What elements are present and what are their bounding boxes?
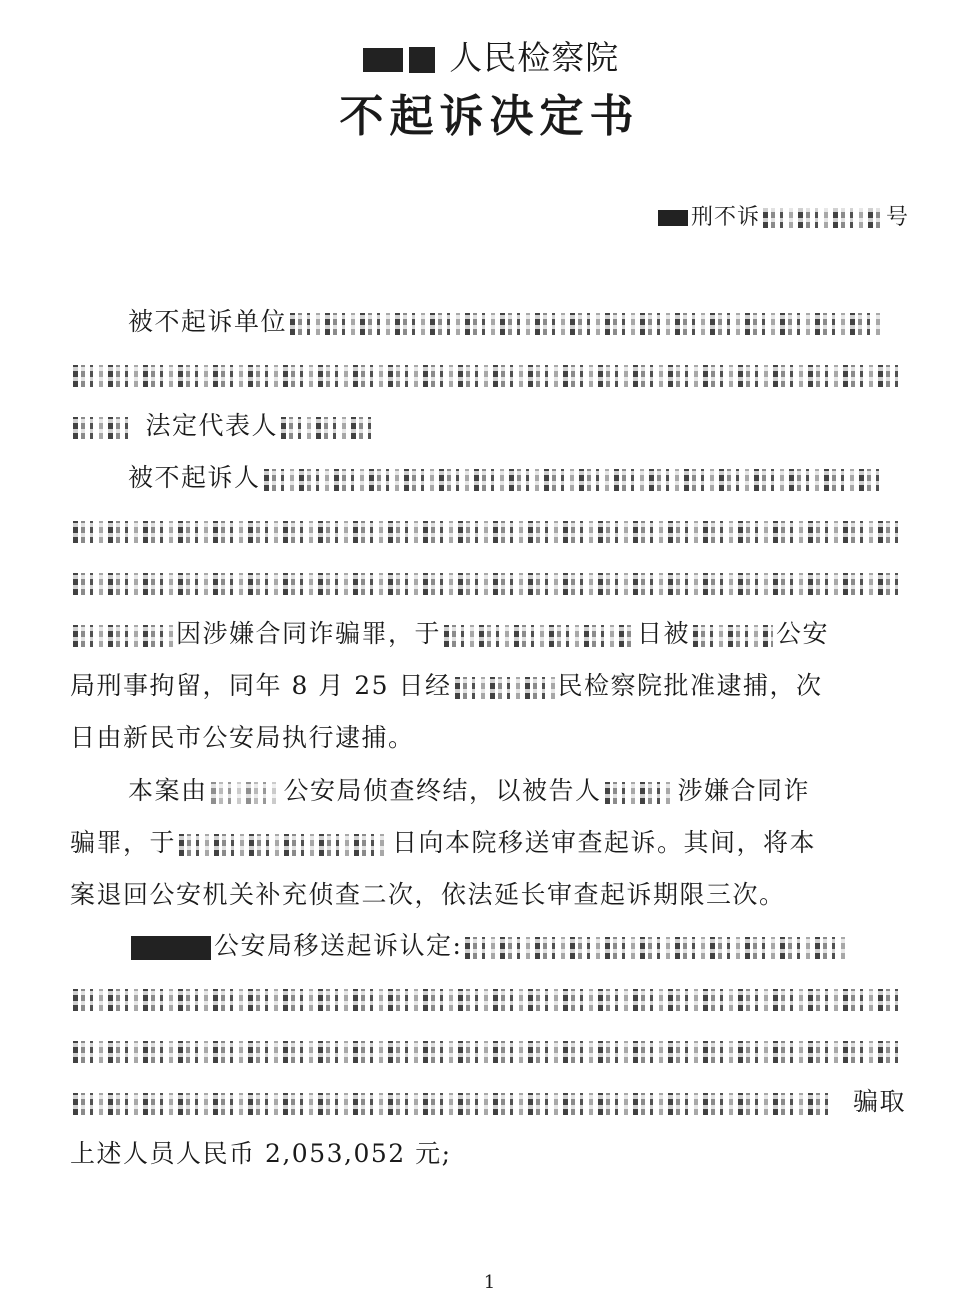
redacted-region	[73, 365, 903, 387]
redacted-region	[73, 417, 133, 439]
redacted-region	[465, 937, 845, 959]
paragraph-unit: 被不起诉单位 法定代表人	[70, 296, 906, 452]
document-title: 不起诉决定书	[339, 91, 640, 142]
redacted-region	[73, 625, 173, 647]
redacted-region	[281, 417, 373, 439]
paragraph-case: 本案由 公安局侦查终结，以被告人 涉嫌合同诈 骗罪，于 日向本院移送审查起诉。其间，将本 案退回公安机关补充侦查二次，依法延长审查起诉期限三次。	[70, 776, 817, 909]
redacted-region	[290, 313, 880, 335]
redacted-region	[605, 782, 675, 804]
redacted-region	[763, 208, 883, 228]
redacted-region	[211, 782, 281, 804]
procuratorate-name: 人民检察院	[0, 32, 979, 79]
redacted-region	[131, 936, 211, 960]
redacted-region	[693, 625, 773, 647]
redacted-region	[409, 47, 435, 73]
redacted-region	[73, 989, 903, 1011]
redacted-region	[455, 677, 555, 699]
paragraph-person: 被不起诉人 因涉嫌合同诈骗罪，于 日被 公安 局刑事拘留，同年 8 月 25 日经 民检察院批准逮捕，次 日由新民市公安局执行逮捕。	[70, 452, 906, 764]
redacted-region	[73, 521, 903, 543]
page-number: 1	[483, 1272, 496, 1293]
redacted-region	[264, 469, 884, 491]
document-number: 刑不诉 号	[655, 200, 909, 231]
paragraph-finding: 公安局移送起诉认定: 骗取 上述人员人民币 2,053,052 元;	[70, 931, 906, 1168]
redacted-region	[73, 1041, 903, 1063]
redacted-region	[179, 834, 389, 856]
redacted-region	[73, 1093, 828, 1115]
redacted-region	[73, 573, 903, 595]
redacted-region	[363, 48, 403, 72]
redacted-region	[444, 625, 634, 647]
redacted-region	[658, 210, 688, 226]
